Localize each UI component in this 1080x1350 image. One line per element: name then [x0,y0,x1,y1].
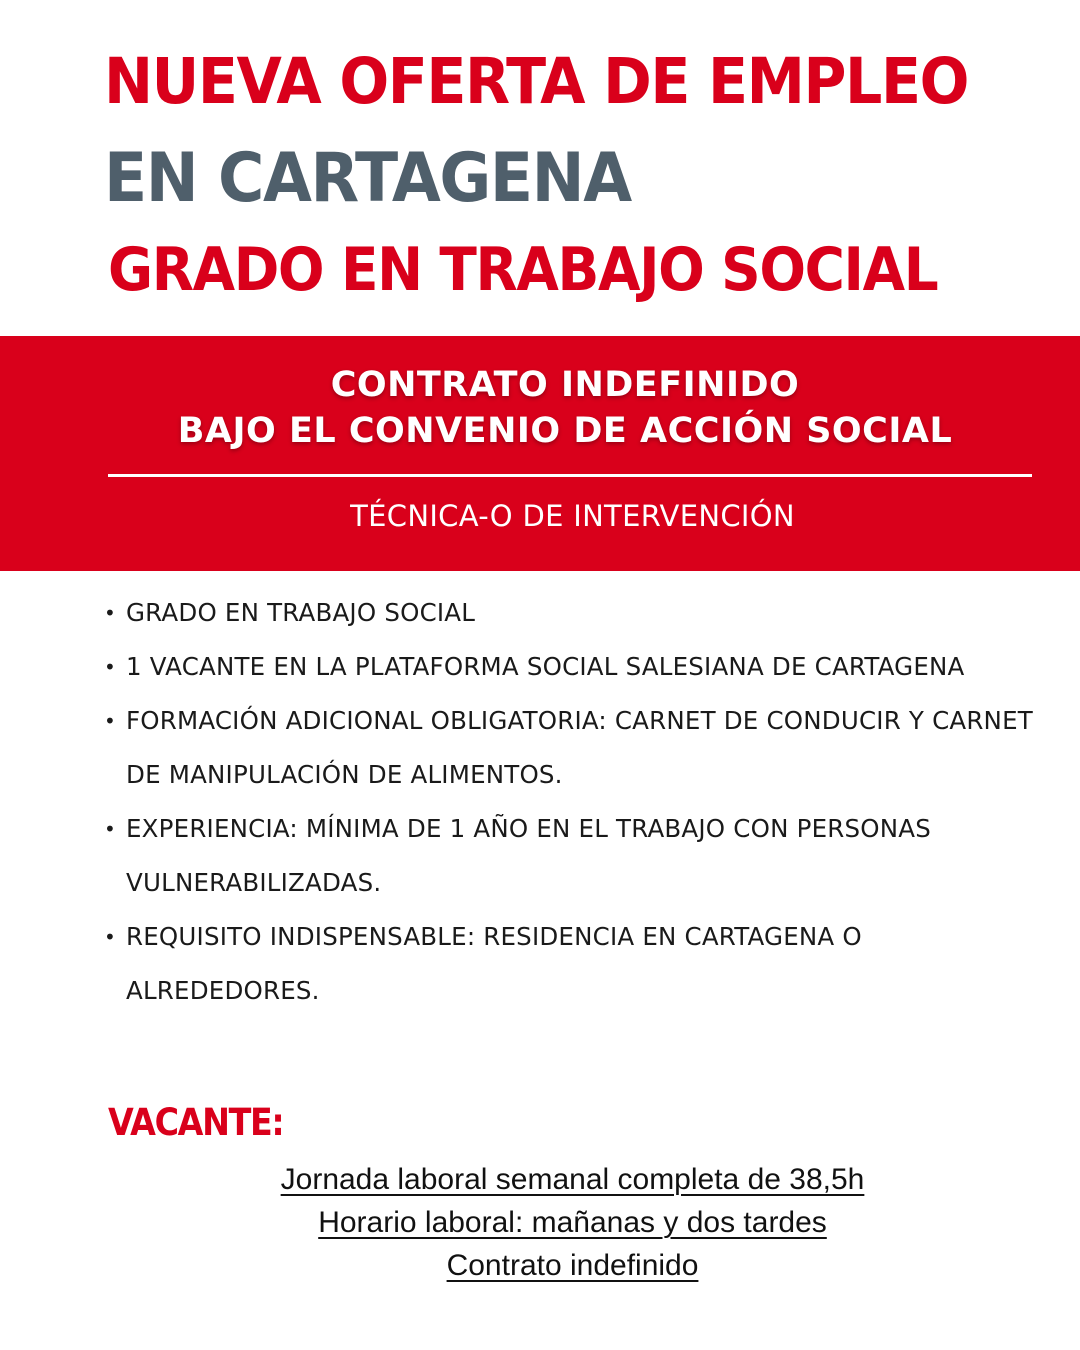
detail-contract: Contrato indefinido [446,1249,699,1282]
list-item [104,802,1044,910]
bullet-icon: • [104,925,116,949]
contract-banner [0,336,1080,571]
headline-line-3: GRADO EN TRABAJO SOCIAL [108,235,938,305]
requirement-text: EXPERIENCIA: MÍNIMA DE 1 AÑO EN EL TRABAJO CON PERSONAS VULNERABILIZADAS. [126,814,931,897]
list-item [104,910,1044,1018]
requirement-text: FORMACIÓN ADICIONAL OBLIGATORIA: CARNET DE CONDUCIR Y CARNET DE MANIPULACIÓN DE ALIMENTOS. [126,706,1033,789]
list-item [104,640,1044,694]
bullet-icon: • [104,601,116,625]
headline-line-1: NUEVA OFERTA DE EMPLEO [104,45,969,118]
banner-title-line-2: BAJO EL CONVENIO DE ACCIÓN SOCIAL [177,411,953,451]
banner-divider [108,474,1032,477]
headline-line-2: EN CARTAGENA [104,139,631,218]
detail-schedule: Horario laboral: mañanas y dos tardes [318,1206,827,1239]
detail-workweek: Jornada laboral semanal completa de 38,5h [280,1163,865,1196]
bullet-icon: • [104,817,116,841]
list-item [104,586,1044,640]
vacante-heading: VACANTE: [108,1101,284,1144]
banner-title-line-1: CONTRATO INDEFINIDO [330,365,800,405]
banner-subtitle: TÉCNICA-O DE INTERVENCIÓN [350,499,795,533]
requirements-list [104,586,1044,1018]
requirement-text: 1 VACANTE EN LA PLATAFORMA SOCIAL SALESIANA DE CARTAGENA [126,652,965,681]
vacante-details [0,1158,1080,1287]
bullet-icon: • [104,655,116,679]
requirement-text: REQUISITO INDISPENSABLE: RESIDENCIA EN CARTAGENA O ALREDEDORES. [126,922,862,1005]
bullet-icon: • [104,709,116,733]
list-item [104,694,1044,802]
requirement-text: GRADO EN TRABAJO SOCIAL [126,598,476,627]
